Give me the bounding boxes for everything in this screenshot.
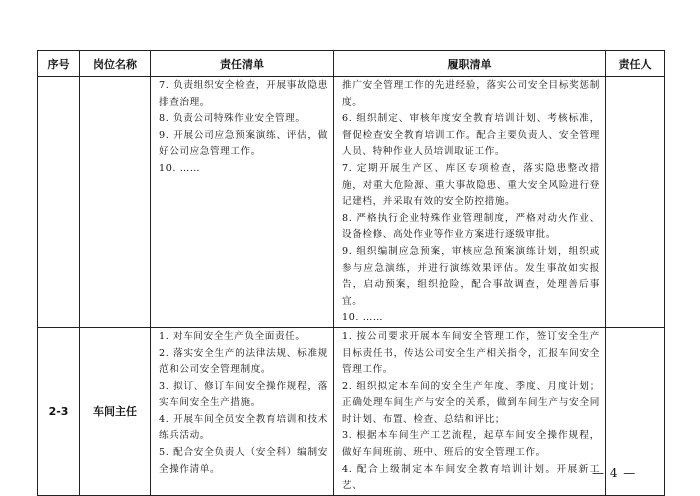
perform-item: 2. 组织拟定本车间的安全生产年度、季度、月度计划；正确处理车间生产与安全的关系，做到车间生产与安全同时计划、布置、检查、总结和评比； xyxy=(342,380,600,425)
perform-item: 4. 配合上级制定本车间安全教育培训计划。开展新工艺、 xyxy=(342,463,600,492)
duty-item: 3. 拟订、修订车间安全操作规程，落实车间安全生产措施。 xyxy=(159,380,328,409)
header-position: 岗位名称 xyxy=(80,51,151,77)
row1-seq-cell xyxy=(38,77,80,328)
header-row xyxy=(38,51,665,77)
duty-item: 8. 负责公司特殊作业安全管理。 xyxy=(159,113,306,125)
header-duty-list: 责任清单 xyxy=(151,51,334,77)
perform-item: 推广安全管理工作的先进经验，落实公司安全目标奖惩制度。 xyxy=(342,80,600,108)
page-number: — 4 — xyxy=(592,466,637,480)
perform-item: 1. 按公司要求开展本车间安全管理工作，签订安全生产目标责任书，传达公司安全生产相关指令，汇报车间安全管理工作。 xyxy=(342,330,600,376)
row2-perform-cell xyxy=(334,327,606,495)
duty-item: 10. …… xyxy=(159,162,201,174)
responsibility-table xyxy=(37,50,665,496)
perform-item: 8. 严格执行企业特殊作业管理制度，严格对动火作业、设备检修、高处作业等作业方案进行逐级审批。 xyxy=(342,212,600,241)
row2-seq-cell: 2-3 xyxy=(38,327,80,495)
row1-position-cell xyxy=(80,77,151,328)
duty-item: 7. 负责组织安全检查，开展事故隐患排查治理。 xyxy=(159,80,328,108)
header-seq: 序号 xyxy=(38,51,80,77)
row2-duty-cell xyxy=(151,327,334,495)
row2-position-cell: 车间主任 xyxy=(80,327,151,495)
perform-item: 9. 组织编制应急预案，审核应急预案演练计划，组织或参与应急演练，并进行演练效果评估。发生事故如实报告，启动预案，组织抢险，配合事故调查，处理善后事宜。 xyxy=(342,245,600,307)
perform-item: 3. 根据本车间生产工艺流程，起草车间安全操作规程，做好车间班前、班中、班后的安全管理工作。 xyxy=(342,430,600,459)
perform-item: 10. …… xyxy=(342,312,384,324)
row1-duty-cell xyxy=(151,77,334,328)
perform-item: 6. 组织制定、审核年度安全教育培训计划、考核标准，督促检查安全教育培训工作。配合主要负责人、安全管理人员、特种作业人员培训取证工作。 xyxy=(342,113,600,158)
duty-item: 2. 落实安全生产的法律法规、标准规范和公司安全管理制度。 xyxy=(159,347,328,376)
perform-item: 7. 定期开展生产区、库区专项检查，落实隐患整改措施，对重大危险源、重大事故隐患、重大安全风险进行登记建档，并采取有效的安全防控措施。 xyxy=(342,162,600,208)
table-row xyxy=(38,327,665,495)
duty-item: 4. 开展车间全员安全教育培训和技术练兵活动。 xyxy=(159,413,328,442)
header-owner: 责任人 xyxy=(606,51,665,77)
row1-owner-cell xyxy=(606,77,665,328)
table-row xyxy=(38,77,665,328)
duty-item: 1. 对车间安全生产负全面责任。 xyxy=(159,330,306,342)
row1-perform-cell xyxy=(334,77,606,328)
header-perform-list: 履职清单 xyxy=(334,51,606,77)
duty-item: 9. 开展公司应急预案演练、评估，做好公司应急管理工作。 xyxy=(159,129,328,158)
duty-item: 5. 配合安全负责人（安全科）编制安全操作清单。 xyxy=(159,447,328,475)
